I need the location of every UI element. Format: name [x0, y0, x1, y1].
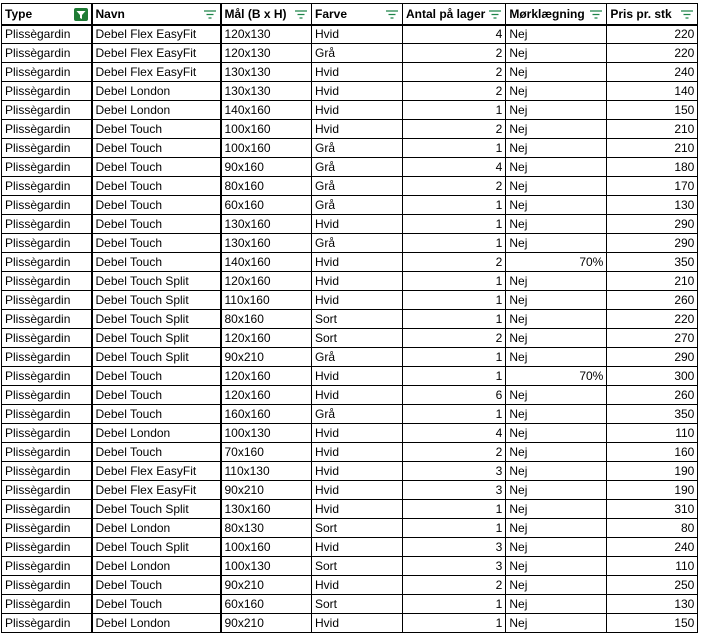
cell-antal[interactable]: 2: [403, 120, 506, 139]
cell-maal[interactable]: 130x160: [221, 234, 312, 253]
cell-type[interactable]: Plissègardin: [2, 158, 92, 177]
cell-antal[interactable]: 1: [403, 139, 506, 158]
filter-icon[interactable]: [294, 8, 308, 21]
table-row: [2, 196, 698, 215]
cell-maal[interactable]: 100x160: [221, 139, 312, 158]
cell-moerklaegning[interactable]: Nej: [506, 557, 607, 576]
cell-farve[interactable]: Hvid: [312, 424, 403, 443]
cell-antal[interactable]: 1: [403, 595, 506, 614]
table-row: [2, 310, 698, 329]
cell-type[interactable]: Plissègardin: [2, 291, 92, 310]
cell-maal[interactable]: 120x160: [221, 329, 312, 348]
cell-navn[interactable]: Debel London: [92, 614, 221, 633]
cell-pris[interactable]: 140: [607, 82, 698, 101]
cell-pris[interactable]: 220: [607, 310, 698, 329]
cell-type[interactable]: Plissègardin: [2, 253, 92, 272]
cell-maal[interactable]: 120x130: [221, 25, 312, 44]
cell-antal[interactable]: 1: [403, 348, 506, 367]
table-row: [2, 576, 698, 595]
cell-maal[interactable]: 90x210: [221, 614, 312, 633]
filter-icon[interactable]: [203, 8, 217, 21]
cell-navn[interactable]: Debel London: [92, 557, 221, 576]
cell-antal[interactable]: 4: [403, 158, 506, 177]
cell-moerklaegning[interactable]: 70%: [506, 253, 607, 272]
table-row: [2, 82, 698, 101]
cell-pris[interactable]: 150: [607, 101, 698, 120]
cell-antal[interactable]: 2: [403, 82, 506, 101]
cell-pris[interactable]: 310: [607, 500, 698, 519]
filter-icon[interactable]: [385, 8, 399, 21]
cell-pris[interactable]: 110: [607, 557, 698, 576]
cell-pris[interactable]: 80: [607, 519, 698, 538]
table-row: [2, 519, 698, 538]
filter-icon[interactable]: [680, 8, 694, 21]
cell-navn[interactable]: Debel London: [92, 101, 221, 120]
table-row: [2, 120, 698, 139]
cell-maal[interactable]: 120x130: [221, 44, 312, 63]
cell-maal[interactable]: 140x160: [221, 101, 312, 120]
cell-navn[interactable]: Debel Touch: [92, 367, 221, 386]
table-row: [2, 177, 698, 196]
cell-farve[interactable]: Grå: [312, 177, 403, 196]
cell-navn[interactable]: Debel Touch Split: [92, 500, 221, 519]
cell-moerklaegning[interactable]: Nej: [506, 44, 607, 63]
cell-pris[interactable]: 110: [607, 424, 698, 443]
cell-navn[interactable]: Debel London: [92, 519, 221, 538]
cell-moerklaegning[interactable]: Nej: [506, 177, 607, 196]
header-row: [2, 4, 698, 25]
cell-pris[interactable]: 240: [607, 63, 698, 82]
cell-maal[interactable]: 90x210: [221, 348, 312, 367]
cell-type[interactable]: Plissègardin: [2, 63, 92, 82]
cell-maal[interactable]: 100x130: [221, 557, 312, 576]
table-row: [2, 63, 698, 82]
cell-antal[interactable]: 1: [403, 215, 506, 234]
cell-farve[interactable]: Sort: [312, 595, 403, 614]
cell-moerklaegning[interactable]: Nej: [506, 310, 607, 329]
table-row: [2, 139, 698, 158]
cell-antal[interactable]: 2: [403, 44, 506, 63]
header-antal: [403, 4, 506, 25]
cell-navn[interactable]: Debel London: [92, 82, 221, 101]
cell-type[interactable]: Plissègardin: [2, 443, 92, 462]
cell-antal[interactable]: 1: [403, 101, 506, 120]
cell-maal[interactable]: 100x160: [221, 120, 312, 139]
cell-moerklaegning[interactable]: Nej: [506, 614, 607, 633]
table-row: [2, 557, 698, 576]
cell-navn[interactable]: Debel Touch Split: [92, 348, 221, 367]
cell-navn[interactable]: Debel Flex EasyFit: [92, 462, 221, 481]
header-navn: [92, 4, 221, 25]
cell-antal[interactable]: 4: [403, 424, 506, 443]
cell-moerklaegning[interactable]: Nej: [506, 329, 607, 348]
cell-navn[interactable]: Debel Touch: [92, 386, 221, 405]
cell-pris[interactable]: 290: [607, 234, 698, 253]
cell-farve[interactable]: Hvid: [312, 82, 403, 101]
cell-antal[interactable]: 1: [403, 310, 506, 329]
table-row: [2, 158, 698, 177]
cell-farve[interactable]: Hvid: [312, 481, 403, 500]
cell-moerklaegning[interactable]: Nej: [506, 576, 607, 595]
cell-maal[interactable]: 130x160: [221, 215, 312, 234]
cell-antal[interactable]: 1: [403, 196, 506, 215]
cell-type[interactable]: Plissègardin: [2, 25, 92, 44]
cell-navn[interactable]: Debel Touch: [92, 215, 221, 234]
filter-icon[interactable]: [589, 8, 603, 21]
table-row: [2, 386, 698, 405]
cell-pris[interactable]: 160: [607, 443, 698, 462]
cell-farve[interactable]: Hvid: [312, 120, 403, 139]
table-row: [2, 443, 698, 462]
cell-navn[interactable]: Debel Touch: [92, 158, 221, 177]
cell-pris[interactable]: 290: [607, 348, 698, 367]
table-row: [2, 291, 698, 310]
cell-maal[interactable]: 130x130: [221, 82, 312, 101]
cell-antal[interactable]: 2: [403, 576, 506, 595]
cell-moerklaegning[interactable]: Nej: [506, 291, 607, 310]
cell-farve[interactable]: Hvid: [312, 614, 403, 633]
cell-type[interactable]: Plissègardin: [2, 310, 92, 329]
cell-type[interactable]: Plissègardin: [2, 481, 92, 500]
cell-pris[interactable]: 350: [607, 253, 698, 272]
header-farve-label: Farve: [315, 6, 348, 21]
cell-navn[interactable]: Debel Flex EasyFit: [92, 44, 221, 63]
cell-navn[interactable]: Debel Touch: [92, 595, 221, 614]
cell-farve[interactable]: Hvid: [312, 63, 403, 82]
cell-moerklaegning[interactable]: Nej: [506, 443, 607, 462]
cell-moerklaegning[interactable]: Nej: [506, 538, 607, 557]
cell-antal[interactable]: 1: [403, 614, 506, 633]
cell-maal[interactable]: 80x160: [221, 310, 312, 329]
cell-maal[interactable]: 70x160: [221, 443, 312, 462]
cell-type[interactable]: Plissègardin: [2, 234, 92, 253]
cell-maal[interactable]: 60x160: [221, 196, 312, 215]
cell-type[interactable]: Plissègardin: [2, 386, 92, 405]
header-pris: [607, 4, 698, 25]
cell-moerklaegning[interactable]: Nej: [506, 462, 607, 481]
cell-pris[interactable]: 260: [607, 291, 698, 310]
cell-moerklaegning[interactable]: Nej: [506, 348, 607, 367]
cell-type[interactable]: Plissègardin: [2, 44, 92, 63]
cell-pris[interactable]: 130: [607, 196, 698, 215]
inventory-table: [1, 3, 698, 633]
table-row: [2, 101, 698, 120]
header-moerklaegning: [506, 4, 607, 25]
cell-type[interactable]: Plissègardin: [2, 139, 92, 158]
cell-farve[interactable]: Hvid: [312, 215, 403, 234]
table-row: [2, 424, 698, 443]
cell-pris[interactable]: 300: [607, 367, 698, 386]
cell-farve[interactable]: Sort: [312, 519, 403, 538]
cell-type[interactable]: Plissègardin: [2, 519, 92, 538]
cell-type[interactable]: Plissègardin: [2, 177, 92, 196]
table-row: [2, 614, 698, 633]
cell-moerklaegning[interactable]: Nej: [506, 424, 607, 443]
cell-farve[interactable]: Grå: [312, 44, 403, 63]
table-row: [2, 215, 698, 234]
cell-type[interactable]: Plissègardin: [2, 462, 92, 481]
cell-type[interactable]: Plissègardin: [2, 120, 92, 139]
cell-farve[interactable]: Grå: [312, 196, 403, 215]
header-farve: [312, 4, 403, 25]
cell-moerklaegning[interactable]: Nej: [506, 405, 607, 424]
cell-farve[interactable]: Sort: [312, 329, 403, 348]
cell-navn[interactable]: Debel Touch: [92, 234, 221, 253]
cell-pris[interactable]: 220: [607, 25, 698, 44]
cell-moerklaegning[interactable]: Nej: [506, 101, 607, 120]
cell-antal[interactable]: 2: [403, 329, 506, 348]
cell-navn[interactable]: Debel Flex EasyFit: [92, 25, 221, 44]
cell-navn[interactable]: Debel Touch: [92, 253, 221, 272]
header-moerklaegning-label: Mørklægning: [509, 6, 585, 21]
cell-type[interactable]: Plissègardin: [2, 557, 92, 576]
cell-moerklaegning[interactable]: Nej: [506, 139, 607, 158]
cell-farve[interactable]: Hvid: [312, 576, 403, 595]
cell-type[interactable]: Plissègardin: [2, 329, 92, 348]
cell-type[interactable]: Plissègardin: [2, 348, 92, 367]
filter-icon[interactable]: [488, 8, 502, 21]
cell-pris[interactable]: 190: [607, 481, 698, 500]
cell-antal[interactable]: 2: [403, 177, 506, 196]
cell-farve[interactable]: Sort: [312, 557, 403, 576]
cell-maal[interactable]: 90x210: [221, 576, 312, 595]
header-navn-label: Navn: [95, 6, 125, 21]
cell-farve[interactable]: Hvid: [312, 500, 403, 519]
cell-maal[interactable]: 90x160: [221, 158, 312, 177]
table-row: [2, 500, 698, 519]
cell-moerklaegning[interactable]: Nej: [506, 519, 607, 538]
cell-navn[interactable]: Debel Touch Split: [92, 272, 221, 291]
cell-pris[interactable]: 240: [607, 538, 698, 557]
cell-antal[interactable]: 1: [403, 519, 506, 538]
cell-farve[interactable]: Grå: [312, 405, 403, 424]
cell-maal[interactable]: 120x160: [221, 272, 312, 291]
cell-moerklaegning[interactable]: Nej: [506, 63, 607, 82]
header-maal-label: Mål (B x H): [224, 6, 287, 21]
header-maal: [221, 4, 312, 25]
cell-maal[interactable]: 160x160: [221, 405, 312, 424]
table-row: [2, 462, 698, 481]
table-row: [2, 25, 698, 44]
cell-antal[interactable]: 1: [403, 500, 506, 519]
table-row: [2, 405, 698, 424]
cell-type[interactable]: Plissègardin: [2, 215, 92, 234]
cell-maal[interactable]: 80x160: [221, 177, 312, 196]
cell-moerklaegning[interactable]: 70%: [506, 367, 607, 386]
cell-antal[interactable]: 1: [403, 272, 506, 291]
cell-maal[interactable]: 90x210: [221, 481, 312, 500]
cell-navn[interactable]: Debel London: [92, 424, 221, 443]
cell-pris[interactable]: 180: [607, 158, 698, 177]
cell-maal[interactable]: 110x160: [221, 291, 312, 310]
cell-maal[interactable]: 100x130: [221, 424, 312, 443]
cell-farve[interactable]: Hvid: [312, 462, 403, 481]
cell-moerklaegning[interactable]: Nej: [506, 196, 607, 215]
header-pris-label: Pris pr. stk: [610, 6, 672, 21]
cell-farve[interactable]: Hvid: [312, 443, 403, 462]
cell-farve[interactable]: Sort: [312, 310, 403, 329]
cell-moerklaegning[interactable]: Nej: [506, 272, 607, 291]
cell-moerklaegning[interactable]: Nej: [506, 386, 607, 405]
cell-type[interactable]: Plissègardin: [2, 576, 92, 595]
cell-maal[interactable]: 110x130: [221, 462, 312, 481]
cell-moerklaegning[interactable]: Nej: [506, 595, 607, 614]
cell-farve[interactable]: Grå: [312, 234, 403, 253]
cell-navn[interactable]: Debel Touch: [92, 196, 221, 215]
cell-farve[interactable]: Hvid: [312, 386, 403, 405]
cell-maal[interactable]: 100x160: [221, 538, 312, 557]
header-antal-label: Antal på lager: [406, 6, 486, 21]
cell-antal[interactable]: 1: [403, 367, 506, 386]
header-type-label: Type: [5, 6, 33, 21]
cell-antal[interactable]: 3: [403, 538, 506, 557]
cell-navn[interactable]: Debel Touch: [92, 177, 221, 196]
cell-maal[interactable]: 120x160: [221, 386, 312, 405]
cell-pris[interactable]: 290: [607, 215, 698, 234]
cell-navn[interactable]: Debel Touch Split: [92, 538, 221, 557]
cell-pris[interactable]: 220: [607, 44, 698, 63]
table-body: [2, 25, 698, 633]
cell-navn[interactable]: Debel Touch: [92, 120, 221, 139]
cell-navn[interactable]: Debel Touch: [92, 139, 221, 158]
cell-farve[interactable]: Hvid: [312, 253, 403, 272]
cell-farve[interactable]: Hvid: [312, 25, 403, 44]
cell-pris[interactable]: 350: [607, 405, 698, 424]
cell-maal[interactable]: 140x160: [221, 253, 312, 272]
cell-pris[interactable]: 210: [607, 139, 698, 158]
cell-pris[interactable]: 210: [607, 272, 698, 291]
cell-pris[interactable]: 190: [607, 462, 698, 481]
cell-farve[interactable]: Hvid: [312, 291, 403, 310]
table-row: [2, 329, 698, 348]
cell-maal[interactable]: 120x160: [221, 367, 312, 386]
cell-pris[interactable]: 250: [607, 576, 698, 595]
cell-pris[interactable]: 270: [607, 329, 698, 348]
cell-navn[interactable]: Debel Touch: [92, 443, 221, 462]
table-row: [2, 538, 698, 557]
cell-antal[interactable]: 3: [403, 557, 506, 576]
cell-moerklaegning[interactable]: Nej: [506, 158, 607, 177]
cell-navn[interactable]: Debel Flex EasyFit: [92, 481, 221, 500]
cell-antal[interactable]: 3: [403, 481, 506, 500]
table-row: [2, 253, 698, 272]
cell-moerklaegning[interactable]: Nej: [506, 82, 607, 101]
cell-maal[interactable]: 130x160: [221, 500, 312, 519]
cell-farve[interactable]: Hvid: [312, 367, 403, 386]
cell-moerklaegning[interactable]: Nej: [506, 120, 607, 139]
filter-active-icon[interactable]: [74, 8, 88, 21]
cell-pris[interactable]: 150: [607, 614, 698, 633]
cell-maal[interactable]: 60x160: [221, 595, 312, 614]
cell-antal[interactable]: 3: [403, 462, 506, 481]
cell-navn[interactable]: Debel Touch Split: [92, 310, 221, 329]
cell-type[interactable]: Plissègardin: [2, 614, 92, 633]
cell-moerklaegning[interactable]: Nej: [506, 481, 607, 500]
cell-navn[interactable]: Debel Touch: [92, 576, 221, 595]
cell-type[interactable]: Plissègardin: [2, 196, 92, 215]
cell-moerklaegning[interactable]: Nej: [506, 25, 607, 44]
cell-navn[interactable]: Debel Touch Split: [92, 291, 221, 310]
cell-antal[interactable]: 6: [403, 386, 506, 405]
header-type: [2, 4, 92, 25]
cell-moerklaegning[interactable]: Nej: [506, 500, 607, 519]
cell-pris[interactable]: 130: [607, 595, 698, 614]
table-row: [2, 481, 698, 500]
cell-maal[interactable]: 130x130: [221, 63, 312, 82]
cell-type[interactable]: Plissègardin: [2, 538, 92, 557]
cell-farve[interactable]: Grå: [312, 348, 403, 367]
cell-pris[interactable]: 210: [607, 120, 698, 139]
cell-moerklaegning[interactable]: Nej: [506, 215, 607, 234]
cell-type[interactable]: Plissègardin: [2, 405, 92, 424]
cell-antal[interactable]: 2: [403, 63, 506, 82]
cell-moerklaegning[interactable]: Nej: [506, 234, 607, 253]
table-row: [2, 348, 698, 367]
cell-antal[interactable]: 1: [403, 405, 506, 424]
cell-type[interactable]: Plissègardin: [2, 272, 92, 291]
table-row: [2, 367, 698, 386]
cell-antal[interactable]: 2: [403, 443, 506, 462]
cell-type[interactable]: Plissègardin: [2, 595, 92, 614]
cell-type[interactable]: Plissègardin: [2, 82, 92, 101]
table-row: [2, 234, 698, 253]
table-row: [2, 595, 698, 614]
table-row: [2, 44, 698, 63]
cell-navn[interactable]: Debel Flex EasyFit: [92, 63, 221, 82]
cell-antal[interactable]: 1: [403, 234, 506, 253]
cell-navn[interactable]: Debel Touch Split: [92, 329, 221, 348]
cell-farve[interactable]: Grå: [312, 139, 403, 158]
cell-antal[interactable]: 4: [403, 25, 506, 44]
cell-farve[interactable]: Hvid: [312, 101, 403, 120]
cell-farve[interactable]: Hvid: [312, 272, 403, 291]
table-row: [2, 272, 698, 291]
cell-antal[interactable]: 1: [403, 291, 506, 310]
cell-type[interactable]: Plissègardin: [2, 367, 92, 386]
cell-pris[interactable]: 260: [607, 386, 698, 405]
cell-pris[interactable]: 170: [607, 177, 698, 196]
cell-type[interactable]: Plissègardin: [2, 101, 92, 120]
cell-type[interactable]: Plissègardin: [2, 424, 92, 443]
cell-maal[interactable]: 80x130: [221, 519, 312, 538]
cell-navn[interactable]: Debel Touch: [92, 405, 221, 424]
cell-farve[interactable]: Hvid: [312, 538, 403, 557]
cell-type[interactable]: Plissègardin: [2, 500, 92, 519]
cell-farve[interactable]: Grå: [312, 158, 403, 177]
cell-antal[interactable]: 2: [403, 253, 506, 272]
